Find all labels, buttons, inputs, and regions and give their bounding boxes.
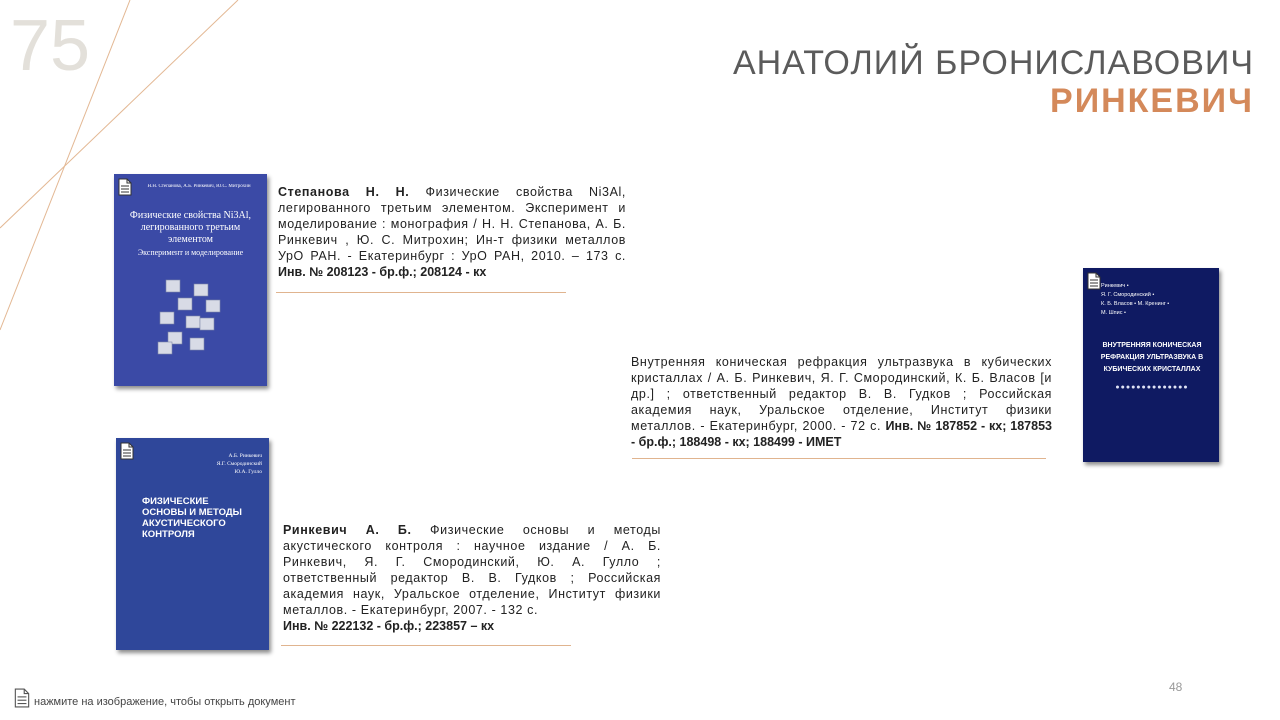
book-entry-conical-refraction <box>631 354 1052 450</box>
dots-divider: ●●●●●●●●●●●●●● <box>1115 384 1189 391</box>
entry-description: Физические свойства Ni3Al, легированного третьим элементом. Эксперимент и моделирование : монография / Н. Н. Степанова, А. Б. Ринкевич , Ю. С. Митрохин; Ин-т физики металлов УрО РАН. - Екатеринбург : УрО РАН, 2010. – 173 с. <box>278 185 626 263</box>
cover-authors: А.Б. Ринкевич Я.Г. Смородинский Ю.А. Гулло <box>216 453 262 475</box>
book-entry-ni3al <box>278 184 626 280</box>
document-icon <box>14 688 30 708</box>
book-entry-acoustic-control <box>283 522 661 634</box>
title-first-name: АНАТОЛИЙ БРОНИСЛАВОВИЧ <box>732 44 1254 82</box>
separator <box>632 458 1046 459</box>
entry-description: Физические основы и методы акустического контроля : научное издание / А. Б. Ринкевич, Я. Г. Смородинский, Ю. А. Гулло ; ответственный редактор В. В. Гудков ; Российская академия наук, Уральское отделение, Институт физики металлов. - Екатеринбург, 2007. - 132 с. <box>283 523 661 617</box>
document-icon <box>118 178 132 196</box>
cubes-illustration <box>154 276 234 366</box>
book-cover-acoustic-control[interactable] <box>116 438 269 650</box>
entry-description: Внутренняя коническая рефракция ультразвука в кубических кристаллах / А. Б. Ринкевич, Я. Г. Смородинский, К. Б. Власов [и др.] ; ответственный редактор В. В. Гудков ; Российская академия наук, Уральское отделение, Институт физики металлов. - Екатеринбург, 2000. - 72 с. <box>631 355 1052 433</box>
cover-authors: Ринкевич • Я. Г. Смородинский • К. Б. Власов • М. Кренинг • М. Шпис • <box>1101 283 1170 316</box>
page-number: 48 <box>1169 680 1183 694</box>
entry-inventory: Инв. № 222132 - бр.ф.; 223857 – кх <box>283 619 495 633</box>
document-icon <box>120 442 134 460</box>
entry-inventory: Инв. № 208123 - бр.ф.; 208124 - кх <box>278 265 487 279</box>
separator <box>276 292 566 293</box>
book-cover-conical-refraction[interactable] <box>1083 268 1219 462</box>
document-icon <box>1087 272 1101 290</box>
entry-author: Ринкевич А. Б. <box>283 523 412 537</box>
hint-text: нажмите на изображение, чтобы открыть документ <box>34 696 296 708</box>
slide-number: 75 <box>10 6 91 86</box>
entry-inventory: Инв. № 187852 - кх; 187853 - бр.ф.; 188498 - кх; 188499 - ИМЕТ <box>631 419 1052 449</box>
footer-hint <box>14 688 295 708</box>
entry-author: Степанова Н. Н. <box>278 185 410 199</box>
page-title <box>733 44 1254 120</box>
cover-title: ВНУТРЕННЯЯ КОНИЧЕСКАЯ РЕФРАКЦИЯ УЛЬТРАЗВУКА В КУБИЧЕСКИХ КРИСТАЛЛАХ <box>1100 342 1204 373</box>
cover-subtitle: Эксперимент и моделирование <box>137 248 244 257</box>
title-surname: РИНКЕВИЧ <box>1050 82 1254 120</box>
cover-title: ФИЗИЧЕСКИЕ ОСНОВЫ И МЕТОДЫ АКУСТИЧЕСКОГО КОНТРОЛЯ <box>142 496 242 540</box>
separator <box>281 645 571 646</box>
book-cover-ni3al[interactable] <box>114 174 267 386</box>
cover-authors: Н.Н. Степанова, А.Б. Ринкевич, Ю.С. Митрохин <box>147 184 251 189</box>
cover-title: Физические свойства Ni3Al, легированного третьим элементом <box>129 210 252 245</box>
